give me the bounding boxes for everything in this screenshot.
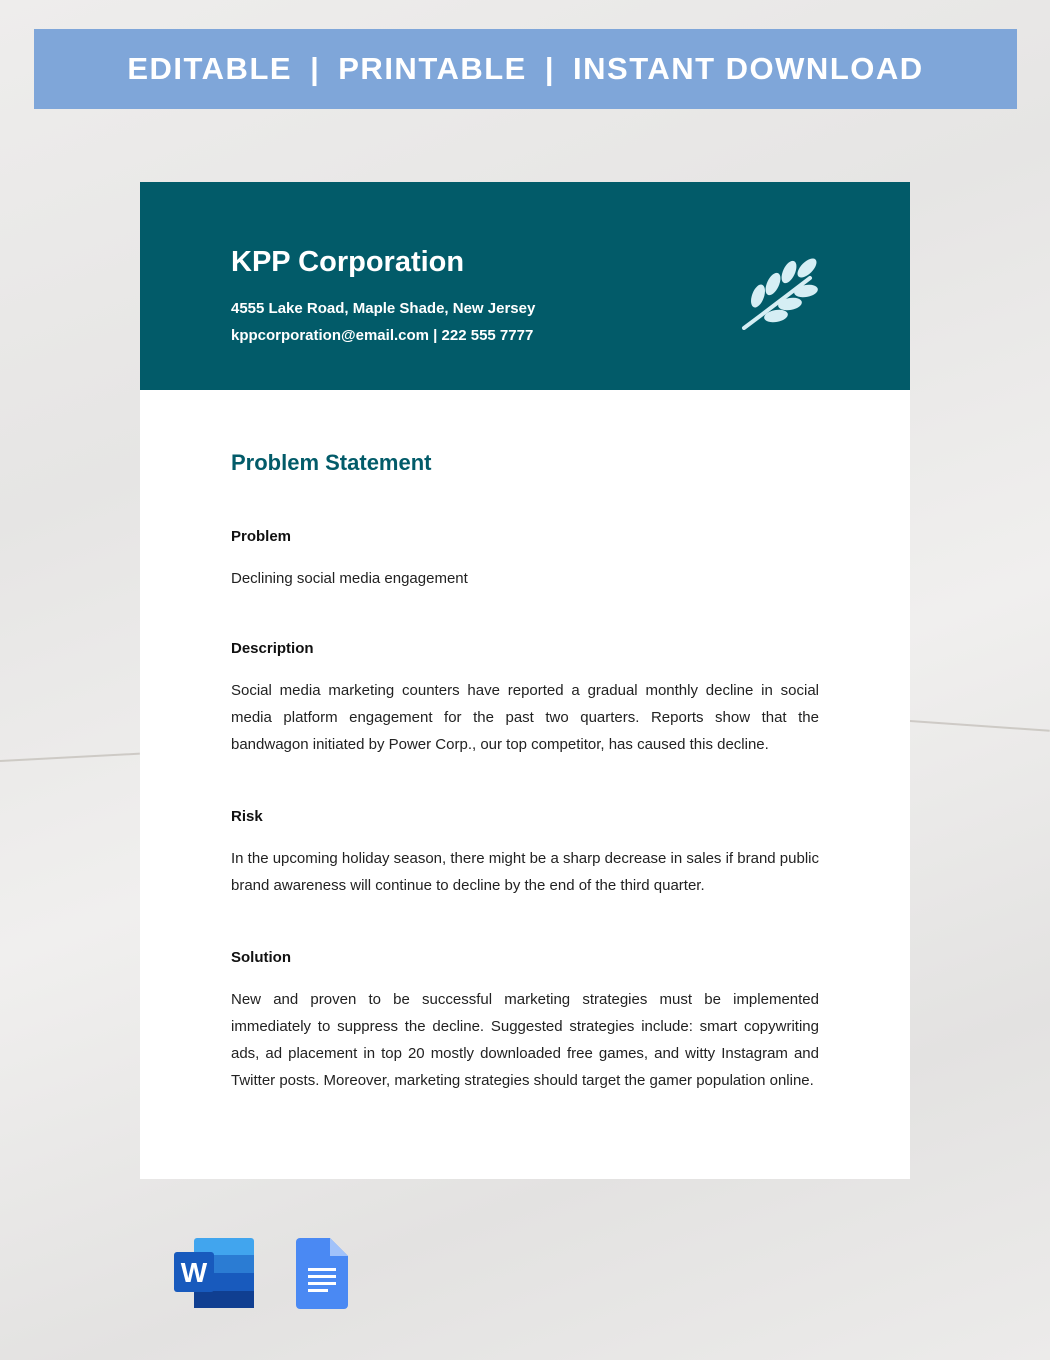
section-text: Declining social media engagement (231, 570, 468, 587)
google-docs-icon[interactable] (296, 1238, 348, 1309)
section-text: New and proven to be successful marketing strategies must be implemented immediately to suppress the decline. Suggested strategies include: smart copywriting ads, ad placement in top 20 mostly downloaded free games, and witty Instagram and Twitter posts. Moreover, marketing strategies should target the gamer population online. (231, 991, 819, 1089)
separator: | (544, 51, 556, 86)
section-label: Description (231, 640, 314, 657)
section-text: Social media marketing counters have reported a gradual monthly decline in social media platform engagement for the past two quarters. Reports show that the bandwagon initiated by Power Corp., our top competitor, has caused this decline. (231, 682, 819, 753)
banner (34, 29, 1017, 109)
section-label: Problem (231, 528, 292, 545)
separator: | (310, 51, 321, 86)
company-contact: kppcorporation@email.com | 222 555 7777 (231, 327, 534, 344)
banner-instant-download: INSTANT DOWNLOAD (573, 51, 924, 86)
document-page (140, 182, 910, 1179)
section-label: Risk (231, 808, 263, 825)
leaf-branch-icon (740, 256, 820, 330)
section-label: Solution (231, 949, 291, 966)
svg-text:W: W (180, 1257, 208, 1288)
word-icon[interactable] (174, 1238, 254, 1308)
document-title: Problem Statement (231, 450, 432, 475)
section-text: In the upcoming holiday season, there might be a sharp decrease in sales if brand public brand awareness will continue to decline by the end of the third quarter. (231, 850, 819, 894)
marble-vein (0, 753, 140, 762)
banner-editable: EDITABLE (127, 51, 293, 86)
marble-vein (910, 720, 1050, 732)
document-header (140, 182, 910, 390)
company-address: 4555 Lake Road, Maple Shade, New Jersey (231, 300, 536, 317)
company-name: KPP Corporation (231, 246, 465, 278)
banner-printable: PRINTABLE (338, 51, 527, 86)
